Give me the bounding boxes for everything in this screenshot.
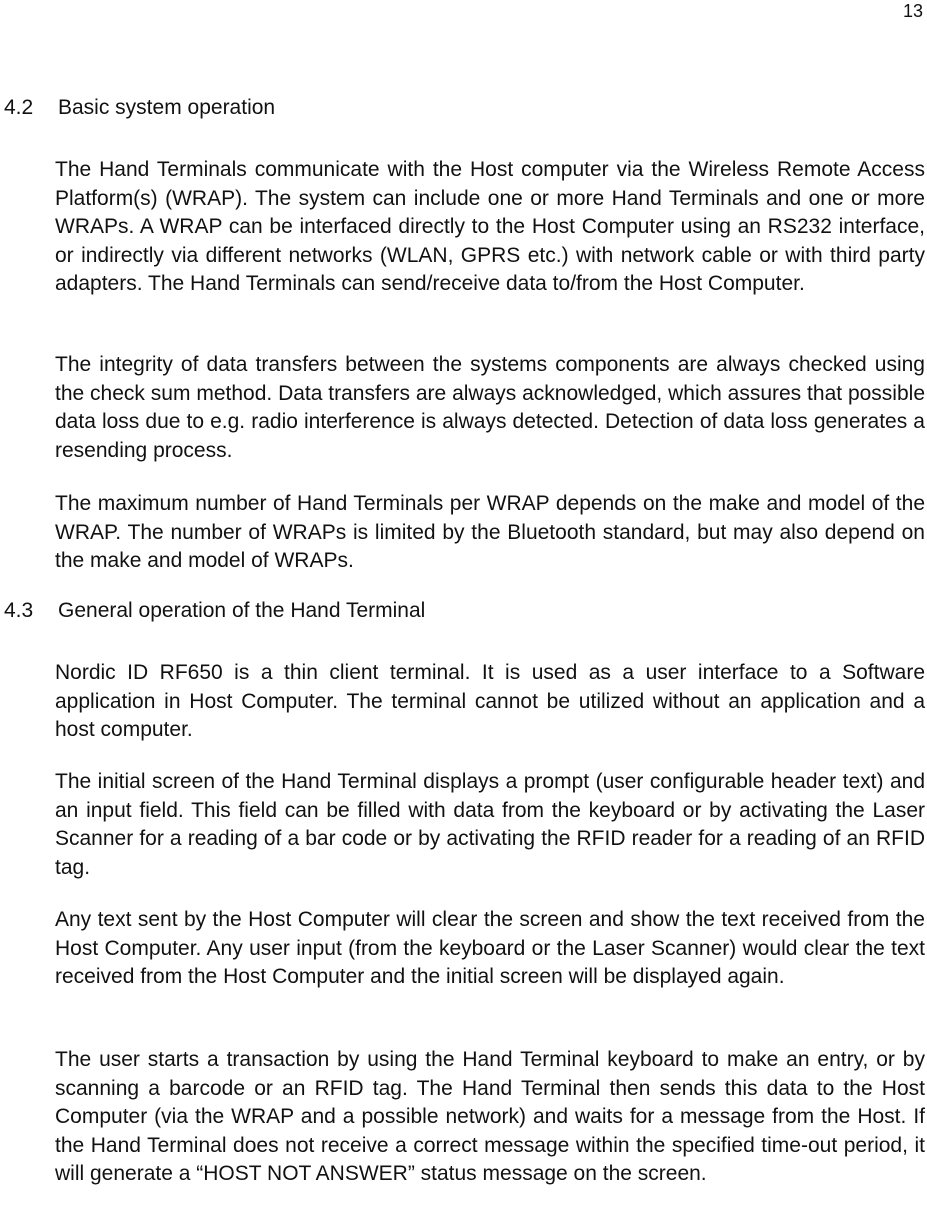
paragraph-initial-screen: The initial screen of the Hand Terminal displays a prompt (user configurable header text) and an input field. This field can be filled with data from the keyboard or by activating the Laser Scanner for a reading of a bar code or by activating the RFID reader for a reading of an RFID tag. (55, 770, 925, 879)
section-heading-4-3 (4, 598, 425, 624)
section-heading-4-2 (4, 95, 275, 121)
paragraph-wrap-overview: The Hand Terminals communicate with the Host computer via the Wireless Remote Access Platform(s) (WRAP). The system can include one or more Hand Terminals and one or more WRAPs. A WRAP can be interfaced directly to the Host Computer using an RS232 interface, or indirectly via different networks (WLAN, GPRS etc.) with network cable or with third party adapters. The Hand Terminals can send/receive data to/from the Host Computer. (55, 158, 925, 295)
paragraph-max-terminals: The maximum number of Hand Terminals per WRAP depends on the make and model of the WRAP. The number of WRAPs is limited by the Bluetooth standard, but may also depend on the make and model of WRAPs. (55, 492, 925, 572)
paragraph-thin-client: Nordic ID RF650 is a thin client terminal. It is used as a user interface to a Software application in Host Computer. The terminal cannot be utilized without an application and a host computer. (55, 661, 925, 741)
section-number: 4.2 (4, 96, 34, 119)
paragraph-data-integrity: The integrity of data transfers between the systems components are always checked using the check sum method. Data transfers are always acknowledged, which assures that possible data loss due to e.g. radio interference is always detected. Detection of data loss generates a resending process. (55, 353, 925, 462)
section-title: Basic system operation (58, 96, 276, 119)
paragraph-host-text: Any text sent by the Host Computer will clear the screen and show the text received from the Host Computer. Any user input (from the keyboard or the Laser Scanner) would clear the text received from the Host Computer and the initial screen will be displayed again. (55, 908, 925, 988)
section-number: 4.3 (4, 599, 34, 622)
section-title: General operation of the Hand Terminal (58, 599, 426, 622)
page-number: 13 (902, 1, 923, 21)
paragraph-transaction: The user starts a transaction by using the Hand Terminal keyboard to make an entry, or by scanning a barcode or an RFID tag. The Hand Terminal then sends this data to the Host Computer (via the WRAP and a possible network) and waits for a message from the Host. If the Hand Terminal does not receive a correct message within the specified time-out period, it will generate a “HOST NOT ANSWER” status message on the screen. (55, 1048, 925, 1185)
